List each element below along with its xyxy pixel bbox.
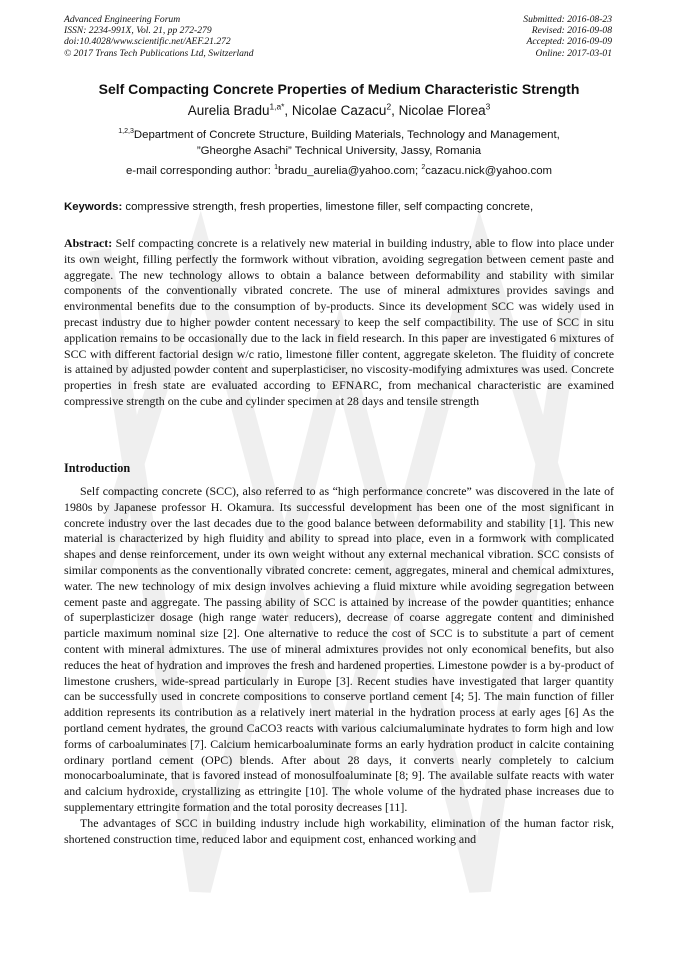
author-list	[0, 103, 678, 118]
journal-name: Advanced Engineering Forum	[64, 14, 181, 25]
doi-line: doi:10.4028/www.scientific.net/AEF.21.272	[64, 36, 231, 48]
author-affiliation-mark: 2	[386, 101, 392, 112]
affiliation-mark: 1,2,3	[118, 128, 134, 136]
affiliation	[0, 127, 678, 159]
paper-title: Self Compacting Concrete Properties of Medium Characteristic Strength	[98, 81, 580, 97]
affiliation-university: ”Gheorghe Asachi” Technical University, Jassy, Romania	[196, 145, 482, 157]
email-prefix: e-mail corresponding author:	[125, 165, 275, 177]
author-name: , Nicolae Florea	[391, 103, 486, 118]
keywords	[64, 201, 624, 213]
author-affiliation-mark: 3	[485, 101, 491, 112]
keywords-text: compressive strength, fresh properties, limestone filler, self compacting concrete,	[122, 201, 534, 213]
email-mark: 1	[274, 164, 279, 172]
online-date: Online: 2017-03-01	[535, 47, 612, 59]
author-affiliation-mark: 1,a*	[269, 101, 285, 112]
abstract	[64, 236, 614, 410]
section-heading-introduction: Introduction	[64, 461, 131, 475]
introduction-body	[64, 484, 614, 847]
paragraph: The advantages of SCC in building industry include high workability, elimination of the human factor risk, shortened construction time, reduced labor and equipment cost, enhanced working and	[64, 815, 614, 846]
email-address-link[interactable]: bradu_aurelia@yahoo.com;	[278, 165, 422, 177]
author-name: , Nicolae Cazacu	[284, 103, 387, 118]
paragraph: Self compacting concrete (SCC), also referred to as “high performance concrete” was discovered in the late of 1980s by Japanese professor H. Okamura. Its successful development has been one of the most significant in concrete industry over the last decades due to the good balance between deformability and stability [1]. This new material is characterized by high fluidity and ability to spread into place, even in a formwork with complicated shapes and dense reinforcement, under its own weight without any external mechanical vibration. SCC consists of similar components as the conventionally vibrated concrete: cement, aggregates, mineral and chemical admixtures, water. The new technology of mix design involves achieving a fluid mixture while avoiding segregation between cement paste and aggregate. The passing ability of SCC is attained by increase of the powder quantities; enhance of superplasticizer dosage (high range water reducers), decrease of coarse aggregate content and diminished particle maximum nominal size [2]. One alternative to reduce the cost of SCC is to substitute a part of cement content with mineral admixtures. The use of mineral admixtures provides not only economical benefits, but also reduces the heat of hydration and improves the fresh and hardened properties. Limestone powder is a by-product of limestone crushers, wide-spread particularly in Europe [3]. Recent studies have investigated that larger quantity can be successfully used in concrete compositions to conserve portland cement [4; 5]. The main function of filler addition represents its contribution as a relatively inert material in the hydration process at early ages [6] As the portland cement hydrates, the ground CaCO3 reacts with various calciumaluminate hydrates to form high and low forms of carboaluminates [7]. Calcium hemicarboaluminate forms an early hydration product in calcite containing ordinary portland cement (OPC) blends. After about 28 days, it converts nearly completely to calcium monocarboaluminate, that is favored instead of monosulfoaluminate [8; 9]. The available sulfate reacts with water and calcium hydroxide, crystallizing as ettringite [10]. The whole volume of the hydrated phase increases due to supplementary ettringite formation and the total porosity decreases [11].	[64, 484, 614, 814]
publication-dates	[523, 14, 612, 59]
email-mark: 2	[421, 164, 426, 172]
accepted-date: Accepted: 2016-09-09	[526, 36, 612, 48]
affiliation-department: Department of Concrete Structure, Building Materials, Technology and Management,	[133, 129, 560, 141]
email-address-link[interactable]: cazacu.nick@yahoo.com	[425, 165, 553, 177]
issn-line: ISSN: 2234-991X, Vol. 21, pp 272-279	[64, 25, 212, 37]
journal-info	[64, 14, 254, 59]
author-name: Aurelia Bradu	[187, 103, 270, 118]
copyright-line: © 2017 Trans Tech Publications Ltd, Switzerland	[64, 47, 254, 59]
revised-date: Revised: 2016-09-08	[531, 25, 612, 37]
submitted-date: Submitted: 2016-08-23	[523, 14, 612, 25]
corresponding-email	[0, 165, 678, 177]
abstract-label: Abstract:	[64, 236, 113, 250]
keywords-label: Keywords:	[64, 201, 123, 213]
abstract-text: Self compacting concrete is a relatively new material in building industry, able to flow into place under its own weight, filling perfectly the formwork without vibration, avoiding segregation between cement paste and aggregate. The new technology allows to obtain a balance between deformability and stability with similar components of the conventionally vibrated concrete. The use of mineral admixtures provides savings and environmental benefits due to the consumption of by-products. Since its development SCC was widely used in precast industry due to higher powder content necessary to keep the self compactibility. The use of SCC in situ application remains to be occasionally due to the lack in field research. In this paper are investigated 6 mixtures of SCC with different factorial design w/c ratio, limestone filler content, aggregate skeleton. The fluidity of concrete is attained by adjusted powder content and superplasticiser, no viscosity-modifying admixtures was used. Concrete properties in fresh state are evaluated according to EFNARC, from mechanical characteristic are examined compressive strength on the cube and cylinder specimen at 28 days and tensile strength	[64, 236, 614, 408]
